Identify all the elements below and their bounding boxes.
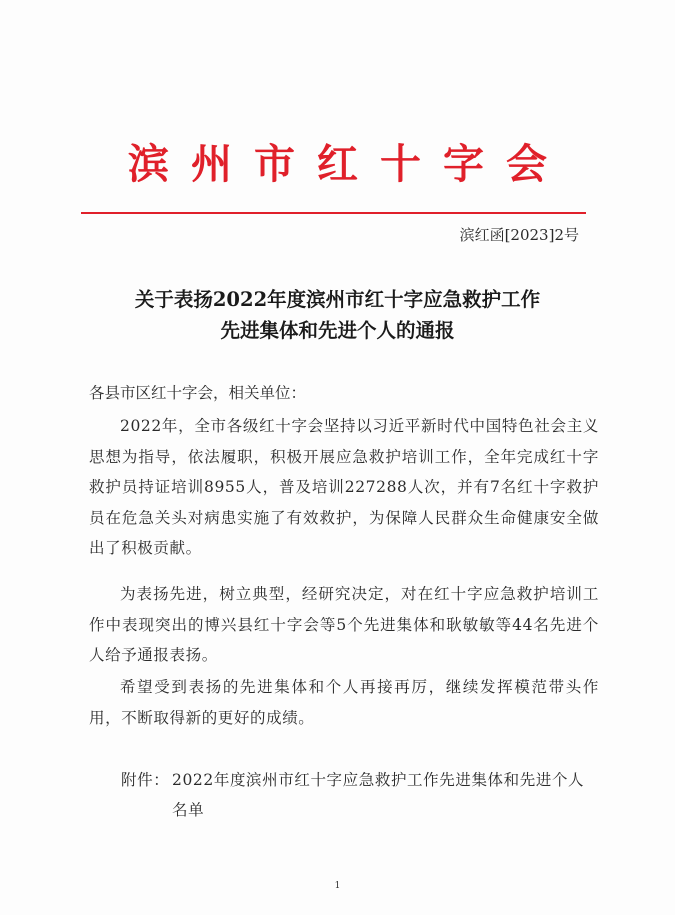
document-title-line-2: 先进集体和先进个人的通报 (220, 319, 455, 342)
salutation: 各县市区红十字会，相关单位： (89, 384, 307, 402)
attachment-label: 附件： (121, 771, 170, 789)
attachment-content: 2022年度滨州市红十字应急救护工作先进集体和先进个人名单 (172, 771, 585, 819)
body-paragraph-1: 2022年，全市各级红十字会坚持以习近平新时代中国特色社会主义思想为指导，依法履职，积极开展应急救护培训工作，全年完成红十字救护员持证培训8955人，普及培训227288人次，并有7名红十字救护员在危急关头对病患实施了有效救护，为保障人民群众生命健康安全做出了积极贡献。 (89, 417, 599, 557)
document-title (60, 284, 615, 346)
letterhead-red-rule (81, 212, 586, 214)
document-number: 滨红函[2023]2号 (459, 226, 579, 244)
body-paragraph-3: 希望受到表扬的先进集体和个人再接再厉，继续发挥模范带头作用，不断取得新的更好的成绩。 (89, 678, 599, 727)
letterhead-issuer: 滨州市红十字会 (128, 140, 569, 188)
page-number: 1 (334, 881, 341, 891)
attachment-note (121, 765, 599, 825)
document-title-line-1: 关于表扬2022年度滨州市红十字应急救护工作 (134, 288, 541, 311)
body-paragraph-2: 为表扬先进，树立典型，经研究决定，对在红十字应急救护培训工作中表现突出的博兴县红十字会等5个先进集体和耿敏敏等44名先进个人给予通报表扬。 (89, 585, 599, 664)
